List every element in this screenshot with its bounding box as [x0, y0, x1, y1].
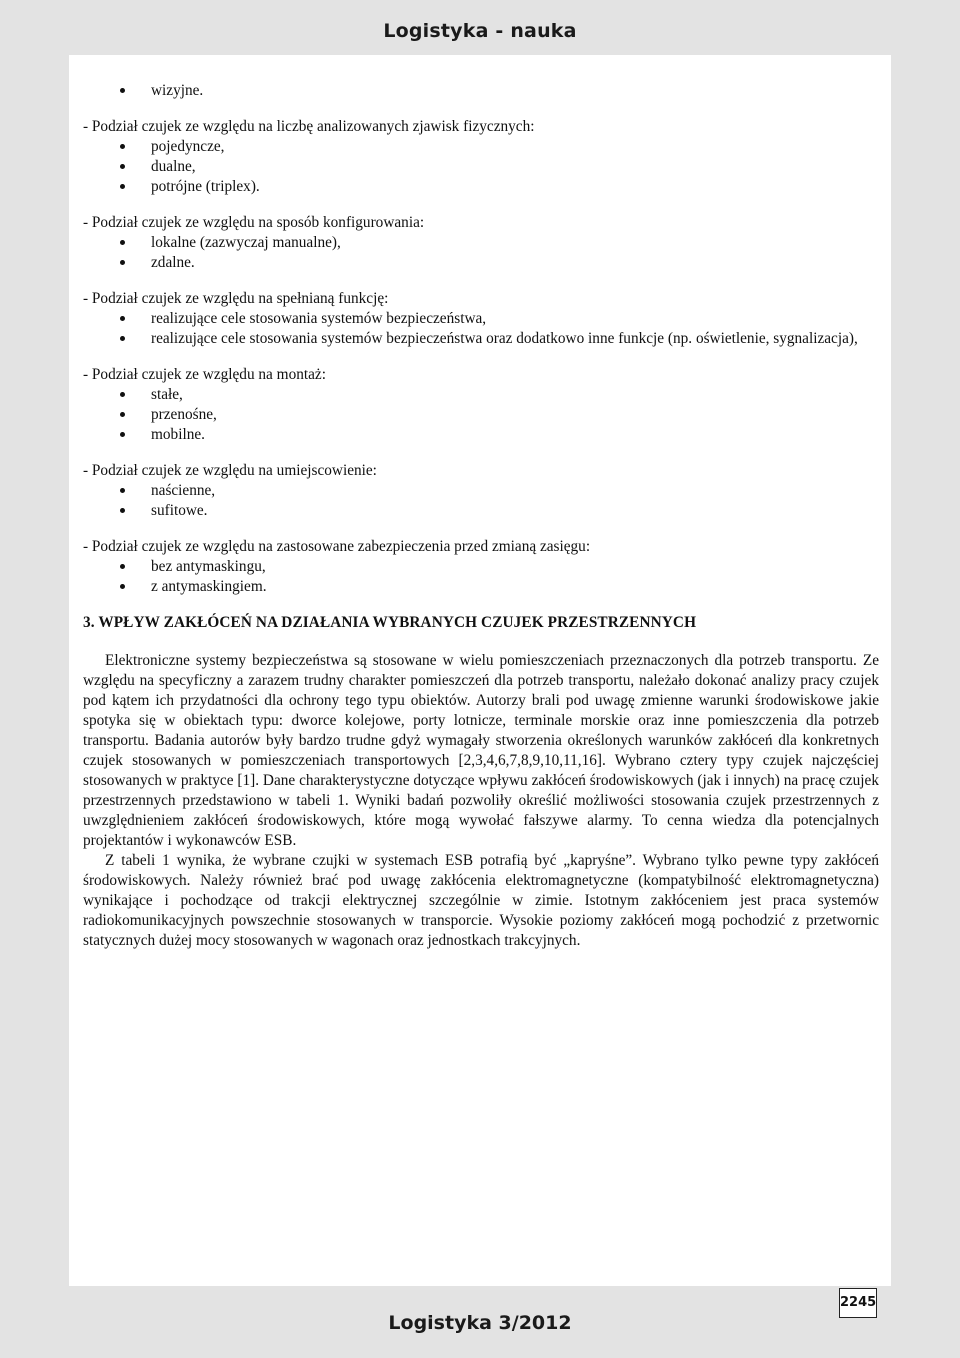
list-item: zdalne.: [83, 253, 879, 273]
page-content-area: [69, 55, 891, 1286]
section-heading: - Podział czujek ze względu na umiejscowienie:: [83, 462, 377, 479]
bullet-list: [83, 385, 879, 445]
list-item: lokalne (zazwyczaj manualne),: [83, 233, 879, 253]
list-item: realizujące cele stosowania systemów bezpieczeństwa,: [83, 309, 879, 329]
section-heading: - Podział czujek ze względu na montaż:: [83, 366, 326, 383]
list-item: z antymaskingiem.: [83, 577, 879, 597]
body-paragraph: Z tabeli 1 wynika, że wybrane czujki w systemach ESB potrafią być „kapryśne”. Wybrano tylko pewne typy zakłóceń środowiskowych. Należy również brać pod uwagę zakłócenia elektromagnetyczne (kompatybilność elektromagnetyczna) wynikające i pochodzące od trakcji elektrycznej szczególnie w zimie. Istotnym zakłóceniem jest praca systemów radiokomunikacyjnych powszechnie stosowanych w transporcie. Wysokie poziomy zakłóceń mogą pochodzić z przetwornic statycznych dużej mocy stosowanych w wagonach oraz jednostkach trakcyjnych.: [83, 852, 879, 949]
classification-section: [83, 365, 879, 445]
list-item: naścienne,: [83, 481, 879, 501]
list-item: przenośne,: [83, 405, 879, 425]
bullet-list: [83, 137, 879, 197]
chapter-heading: 3. WPŁYW ZAKŁÓCEŃ NA DZIAŁANIA WYBRANYCH CZUJEK PRZESTRZENNYCH: [83, 614, 697, 631]
list-item: wizyjne.: [83, 81, 879, 101]
list-item: stałe,: [83, 385, 879, 405]
section-heading: - Podział czujek ze względu na liczbę analizowanych zjawisk fizycznych:: [83, 118, 535, 135]
list-item: potrójne (triplex).: [83, 177, 879, 197]
intro-list: [83, 81, 879, 101]
bullet-list: [83, 233, 879, 273]
list-item: realizujące cele stosowania systemów bezpieczeństwa oraz dodatkowo inne funkcje (np. oświetlenie, sygnalizacja),: [83, 329, 879, 349]
classification-section: [83, 213, 879, 273]
bullet-list: [83, 481, 879, 521]
intro-bullet-list: [83, 81, 879, 101]
chapter-paragraphs: [83, 651, 879, 951]
classification-section: [83, 537, 879, 597]
body-paragraph: Elektroniczne systemy bezpieczeństwa są stosowane w wielu pomieszczeniach przeznaczonych dla potrzeb transportu. Ze względu na specyficzny a zarazem trudny charakter pomieszczeń dla potrzeb transportu, należało dokonać analizy pracy czujek pod kątem ich przydatności dla ochrony tego typu obiektów. Autorzy brali pod uwagę zmienne warunki środowiskowe jakie spotyka się w obiektach typu: dworce kolejowe, porty lotnicze, terminale morskie oraz inne pomieszczenia dla potrzeb transportu. Badania autorów były bardzo trudne gdyż wymagały stworzenia określonych warunków zakłóceń dla konkretnych czujek stosowanych w pomieszczeniach transportowych [2,3,4,6,7,8,9,10,11,16]. Wybrano cztery typy czujek najczęściej stosowanych w praktyce [1]. Dane charakterystyczne dotyczące wpływu zakłóceń środowiskowych (jak i innych) na pracę czujek przestrzennych przedstawiono w tabeli 1. Wyniki badań pozwoliły określić możliwości stosowania czujek przestrzennych z uwzględnieniem zakłóceń środowiskowych, które mogą wywołać fałszywe alarmy. To cenna wiedza dla potencjalnych projektantów i wykonawców ESB.: [83, 652, 879, 849]
classification-section: [83, 289, 879, 349]
list-item: pojedyncze,: [83, 137, 879, 157]
list-item: dualne,: [83, 157, 879, 177]
section-heading: - Podział czujek ze względu na sposób konfigurowania:: [83, 214, 425, 231]
page-number-box: 2245: [839, 1288, 877, 1318]
bullet-list: [83, 557, 879, 597]
footer-journal-title: Logistyka 3/2012: [388, 1312, 572, 1334]
bullet-list: [83, 309, 879, 349]
section-heading: - Podział czujek ze względu na spełnianą funkcję:: [83, 290, 389, 307]
classification-section: [83, 461, 879, 521]
article-body: [83, 81, 879, 951]
classification-sections: [83, 117, 879, 597]
section-heading: - Podział czujek ze względu na zastosowane zabezpieczenia przed zmianą zasięgu:: [83, 538, 591, 555]
running-header-title: Logistyka - nauka: [383, 20, 577, 42]
list-item: sufitowe.: [83, 501, 879, 521]
list-item: mobilne.: [83, 425, 879, 445]
classification-section: [83, 117, 879, 197]
list-item: bez antymaskingu,: [83, 557, 879, 577]
